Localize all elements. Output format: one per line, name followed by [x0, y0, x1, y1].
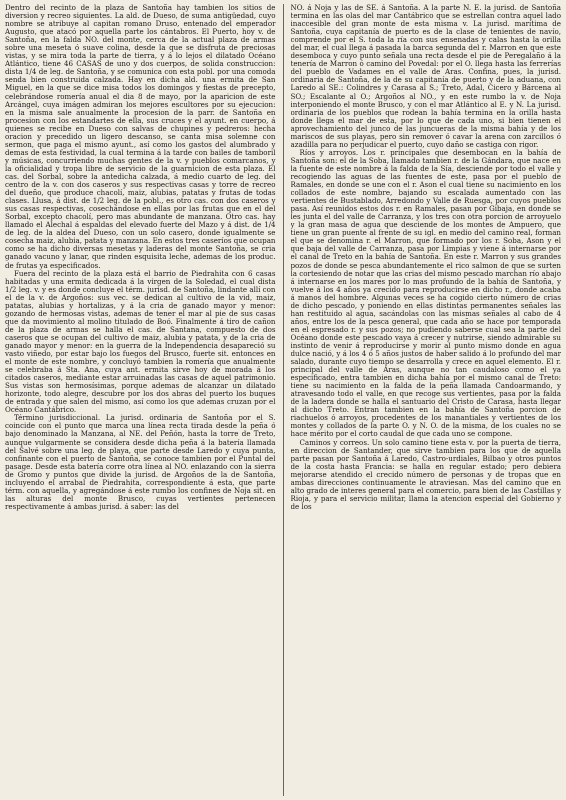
- left-column: [5, 4, 276, 796]
- column-divider: [283, 4, 284, 796]
- paragraph-rios-y-arroyos: Ríos y arroyos. Los r. principales que desembocan en la bahía de Santoña son: el de la Soba, llamado tambien r. de la Gándara, que nace en la fuente de este nombre á la falda de la Sía, desciende por todo el valle y recogiendo las aguas de las fuentes de este, pasa por el pueblo de Ramales, en donde se une con el r. Ason el cual tiene su nacimiento en los collados de este nombre, bajando su escalada aumentado con las vertientes de Bustablado, Arredondo y Valle de Ruesga, por cuyos pueblos pasa. Así reunidos estos dos r. en Ramales, pasan por Gibaja, en donde se les junta el del valle de Carranza, y los tres con otra porcion de arroyuelo y la gran masa de agua que desciende de los montes de Ampuero, que tiene un gran puente al frente de su igl. en medio del camino real, forman el que se denomina r. el Marron, que formado por los r. Soba, Ason y el que baja del valle de Carranza, pasa por Limpias y viene á internarse por el canal de Treto en la bahía de Santoña. En este r. Marron y sus grandes pozos de donde se pesca abundantemente el rico salmon de que se surten la cortesiendo de notar que las crias del mismo pescado marchan río abajo á internarse en los mares por lo mas profundo de la bahía de Santoña, y vuelve á los 4 años ya crecido para reproducirse en dicho r., donde acaba á manos del hombre. Algunas veces se ha cogido cierto número de crias de dicho pescado, y poniendo en ellas distintas permanentes señales las han restituido al agua, sacándolas con las mismas señales al cabo de 4 años, entre los de la pesca general, que cada año se hace por temporada en el espresado r. y sus pozos; no pudiendo saberse cual sea la parte del Océano donde este pescado vaya á crecer y nutrirse, siendo admirable su instinto de venir á reproducirse y morir al punto mismo donde en agua dulce nació, y á los 4 ó 5 años justos de haber salido á lo profundo del mar salado, durante cuyo tiempo se desarrolla y crece en aquel elemento. El r. principal del valle de Aras, aunque no tan caudaloso como el ya especificado, entra tambien en dicha bahía por el mismo canal de Treto: tiene su nacimiento en la falda de la peña llamada Candoarmando, y atravesando todo el valle, en que recoge sus vertientes, pasa por la falda de la ladera donde se halla el santuario del Cristo de Carasa, hasta llegar al dicho Treto. Entran tambien en la bahía de Santoña porcion de riachuelos ó arroyos, procedentes de los manantiales y vertientes de los montes y collados de la parte O. y N. O. de la misma, de los cuales no se hace mérito por el corto caudal de que cada uno se compone.: [290, 147, 561, 439]
- right-column: [291, 4, 562, 796]
- paragraph-caminos-y-correos: Caminos y correos. Un solo camino tiene esta v. por la puerta de tierra, en direccion de Santander, que sirve tambien para los que de aquella parte pasan por Santoña á Laredo, Castro-urdiales, Bilbao y otros puntos de la costa hasta Francia: se halla en regular estado; pero debiera mejorarse atendido el crecido número de personas y de tropas que en ambas direcciones continuamente le atraviesan. Mas del camino que en alto grado de interes general para el comercio, para bien de las Castillas y Rioja, y para el servicio militar, llama la atencion especial del Gobierno y de los: [290, 437, 561, 511]
- paragraph-jurisdiccion-continuacion: NO. á Noja y las de SE. á Santoña. A la parte N. E. la jurisd. de Santoña termina en las olas del mar Cantábrico que se estrellan contra aquel lado inaccesible del gran monte de esta misma v. La jurisd. marítima de Santoña, cuya capitanía de puerto es de la clase de tenientes de navío, comprende por el S. toda la ría con sus ensenadas y calas hasta la orilla del mar, el cual llega á pasada la barca segunda del r. Marron en que este desemboca y cuyo punto señala una recta desde el pie de Peregalaño á la tenería de Marron ó camino del Povedal: por el O. llega hasta las ferrerías del pueblo de Vadames en el valle de Aras. Confina, pues, la jurisd. ordinaria de Santoña, de la de su capitanía de puerto y de la aduana, con Laredo al SE.: Colindres y Carasa al S.; Treto, Adal, Cicero y Bárcena al SO.; Escalante al O.; Argoños al NO., y en este rumbo la v. de Noja interponiendo el monte Brusco, y con el mar Atlántico al E. y N. La jurisd. ordinaria de los pueblos que rodean la bahía termina en la orilla hasta donde llega el mar de esta, por lo que de cada uno, si bien tienen el aprovechamiento del junco de las juncueras de la misma bahía y de los mariscos de sus playas, pero sin remover ó cavar la arena con zarcillos ó azadilla para no perjudicar el puerto, cuyo daño se castiga con rigor.: [290, 4, 561, 149]
- paragraph-fuera-del-recinto: Fuera del recinto de la plaza está el barrio de Piedrahita con 6 casas habitadas y una ermita dedicada á la virgen de la Soledad, el cual dista 1/2 leg. v. y es donde concluye el térm. jurisd. de Santoña, lindante allí con el de la v. de Argoños: sus vec. se dedican al cultivo de la vid, maiz, patatas, alubias y hortalizas, y á la cria de ganado mayor y menor: gozando de hermosas vistas, ademas de tener el mar al pie de sus casas que da movimiento al molino titulado de Boó. Finalmente á tiro de cañon de la plaza de armas se halla el cas. de Santana, compuesto de dos caseros que se ocupan del cultivo de maiz, alubia y patata, y de la cria de ganado mayor y menor: en la guerra de la Independencia desapareció su vasto viñedo, por estar bajo los fuegos del Brusco, fuerte sit. entonces en el monte de este nombre, y concluyó tambien la romería que anualmente se celebraba á Sta. Ana, cuya ant. ermita sirve hoy de morada á los citados caseros, mediante estar arruinadas las casas de aquel patrimonio. Sus vistas son hermosísimas, porque ademas de alcanzar un dilatado horizonte, todo alegre, descubre por los dos abras del puerto los buques de entrada y que salen del mismo, así como los que ademas cruzan por el Océano Cantábrico.: [5, 268, 276, 415]
- paragraph-dentro-del-recinto: Dentro del recinto de la plaza de Santoña hay tambien los sitios de diversion y recreo siguientes. La ald. de Dueso, de suma antigüedad, cuyo nombre se atribuye al capitan romano Druso, entenado del emperador Augusto, que atacó por aquella parte los cántabros. El Puerto, hoy v. de Santoña, en la falda NO. del monte, cerca de la actual plaza de armas sobre una meseta ó suave colina, desde la que se disfruta de preciosas vistas, y se mira toda la parte de tierra, y á lo lejos el dilatado Océano Atlántico, tiene 46 CASAS de uno y dos cuerpos, de solida construccion: dista 1/4 de leg. de Santoña, y se comunica con esta pobl. por una comoda senda bien construida calzada. Hay en dicha ald. una ermita de San Miguel, en la que se dice misa todos los domingos y fiestas de precepto, celebrándose romería anual el dia 8 de mayo, por la aparicion de este Arcángel, cuya imágen admiran los mejores escultores por su ejecucion: en la misma sale anualmente la procesion de la parr. de Santoña en procesion con los estandartes de ella, sus cruces y el ayunt. en cuerpo, á quienes se recibe en Dueso con salvas de chupines y pedreros: hecha oracion y precedido un ligero descanso, se canta misa solemne con sermon, que paga el mismo ayunt., así como los gastos del alumbrado y demas de esta festividad, la cual termina á la tarde con bailes de tamboril y músicas, concurriendo muchas gentes de la v. y pueblos comarcanos, y la oficialidad y tropa libre de servicio de la guarnicion de esta plaza. El cas. del Sorbal, sobre la antedicha calzada, á medio cuarto de leg. del centro de la v. con dos caseros y sus respectivas casas y torre de recreo del dueño, que produce chacolí, maiz, alubias, patatas y frutas de todas clases. Llusa, á dist. de 1/2 leg. de la pobl., es otro cas. con dos caseros y sus casas respectivas, cosechándose en ellas por las frutas que en el del Sorbal, excepto chacolí, pero mas abundante de manzana. Otro cas. hay llamado el Alechal á espaldas del elevado fuerte del Mazo y á dist. de 1/4 de leg. de la aldea del Dueso, con un solo casero, donde igualmente se cosecha maiz, alubia, patata y manzana. En estos tres caseríos que ocupan como se ha dicho diversas mesetas y laderas del monte Santoña, se cria ganado vacuno y lanar, que rinden esquisita leche, ademas de los produc. de frutas ya especificados.: [5, 4, 276, 270]
- paragraph-termino-jurisdiccional: Término jurisdiccional. La jurisd. ordinaria de Santoña por el S. coincide con el punto que marca una línea recta tirada desde la peña ó bajo denominado la Manzana, al NE. del Peñón, hasta la torre de Treto, aunque vulgarmente se considera desde dicha peña á la batería llamada del Salvé sobre una leg. de playa, que parte desde Laredo y cuya punta, confinante con el puerto de Santoña, se conoce tambien por el Puntal del pasage. Desde esta batería corre otra línea al NO. enlazando con la sierra de Gromo y puntos que divide la jurisd. de Argoños de la de Santoña, incluyendo el arrabal de Piedrahita, correspondiente á esta, que parte térm. con aquella, y agregándose á este rumbo los confines de Noja sit. en las alturas del monte Brusco, cuyas vertientes pertenecen respectivamente á ambas jurisd. á saber: las del: [5, 413, 276, 511]
